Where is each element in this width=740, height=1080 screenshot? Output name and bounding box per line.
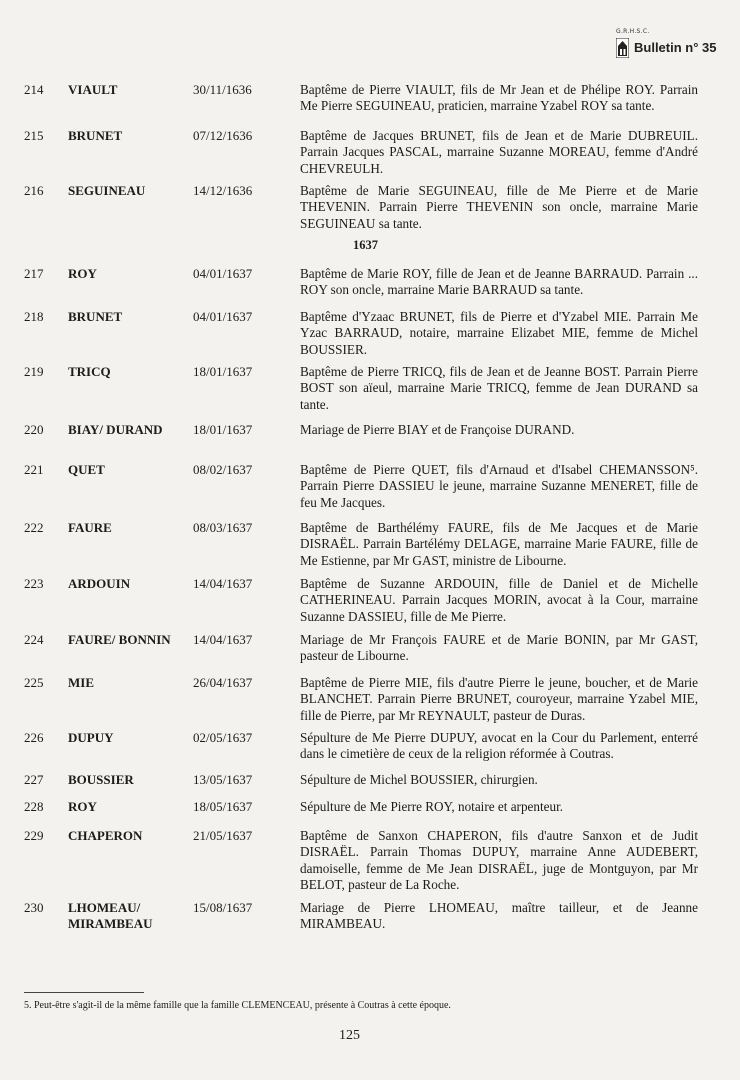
entry-surname: ROY (68, 266, 97, 281)
year-heading: 1637 (353, 238, 378, 252)
entry-description: Mariage de Pierre BIAY et de Françoise DURAND. (300, 422, 575, 437)
entry-number: 224 (24, 632, 44, 647)
entry-surname: CHAPERON (68, 828, 143, 843)
entry-surname: ARDOUIN (68, 576, 131, 591)
entry-number: 218 (24, 309, 44, 324)
entry-description: Sépulture de Me Pierre ROY, notaire et arpenteur. (300, 799, 564, 814)
entry-date: 02/05/1637 (193, 730, 253, 745)
entry-number: 227 (24, 772, 44, 787)
entry-number: 225 (24, 675, 44, 690)
entry-surname: FAURE/ BONNIN (68, 632, 171, 647)
entry-surname: LHOMEAU/ MIRAMBEAU (68, 900, 153, 931)
entry-surname: BRUNET (68, 128, 123, 143)
entry-description: Baptême d'Yzaac BRUNET, fils de Pierre et d'Yzabel MIE. Parrain Me Yzac BARRAUD, notaire, marraine Elizabet MIE, femme de Michel BOUSSIER. (300, 309, 698, 357)
footnote: 5. Peut-être s'agit-il de la même famille que la famille CLEMENCEAU, présente à Coutras à cette époque. (24, 1000, 451, 1011)
entry-date: 18/05/1637 (193, 799, 253, 814)
entry-description: Baptême de Marie ROY, fille de Jean et de Jeanne BARRAUD. Parrain ... ROY son oncle, marraine Marie BARRAUD sa tante. (300, 266, 698, 298)
entry-number: 230 (24, 900, 44, 915)
bulletin-header (613, 28, 717, 68)
entry-date: 18/01/1637 (193, 364, 253, 379)
entry-surname: FAURE (68, 520, 112, 535)
entry-surname: DUPUY (68, 730, 114, 745)
entry-number: 216 (24, 183, 44, 198)
bulletin-title: Bulletin n° 35 (634, 40, 717, 55)
entry-surname: TRICQ (68, 364, 111, 379)
entry-description: Baptême de Pierre MIE, fils d'autre Pierre le jeune, boucher, et de Marie BLANCHET. Parrain Pierre BRUNET, couroyeur, marraine Yzabel MIE, fille de Pierre, par Mr REYNAULT, pasteur de Duras. (300, 675, 698, 723)
entry-number: 221 (24, 462, 44, 477)
entry-surname: BRUNET (68, 309, 123, 324)
society-logo-icon (616, 38, 629, 58)
entry-date: 07/12/1636 (193, 128, 253, 143)
entry-surname: QUET (68, 462, 105, 477)
entry-number: 228 (24, 799, 44, 814)
entry-surname: MIE (68, 675, 94, 690)
footnote-divider (24, 992, 144, 993)
entry-number: 214 (24, 82, 44, 97)
entry-date: 13/05/1637 (193, 772, 253, 787)
entry-description: Mariage de Pierre LHOMEAU, maître tailleur, et de Jeanne MIRAMBEAU. (300, 900, 698, 932)
society-acronym: G.R.H.S.C. (616, 28, 650, 35)
entry-description: Baptême de Barthélémy FAURE, fils de Me Jacques et de Marie DISRAËL. Parrain Bartélémy DELAGE, marraine Marie FAURE, fille de Me Estienne, par Mr GAST, ministre de Libourne. (300, 520, 698, 568)
entry-number: 215 (24, 128, 44, 143)
entry-date: 21/05/1637 (193, 828, 253, 843)
entry-date: 30/11/1636 (193, 82, 252, 97)
entry-description: Baptême de Sanxon CHAPERON, fils d'autre Sanxon et de Judit DISRAËL. Parrain Thomas DUPUY, marraine Anne AUDEBERT, damoiselle, femme de Me Jean DISRAËL, juge de Montguyon, par Mr BELOT, pasteur de La Roche. (300, 828, 698, 893)
entry-number: 220 (24, 422, 44, 437)
entry-number: 217 (24, 266, 44, 281)
entry-date: 14/04/1637 (193, 632, 253, 647)
entry-number: 219 (24, 364, 44, 379)
entry-date: 15/08/1637 (193, 900, 253, 915)
entry-surname: VIAULT (68, 82, 118, 97)
entry-date: 18/01/1637 (193, 422, 253, 437)
entry-description: Baptême de Pierre TRICQ, fils de Jean et de Jeanne BOST. Parrain Pierre BOST son aïeul, marraine Marie TRICQ, femme de Jean DURAND sa tante. (300, 364, 698, 412)
page-number: 125 (339, 1028, 360, 1043)
entry-number: 222 (24, 520, 44, 535)
entry-number: 223 (24, 576, 44, 591)
entry-date: 04/01/1637 (193, 266, 253, 281)
entry-description: Baptême de Suzanne ARDOUIN, fille de Daniel et de Michelle CATHERINEAU. Parrain Jacques MORIN, avocat à la Cour, marraine Suzanne DASSIEU, fille de Me Pierre. (300, 576, 698, 624)
entry-surname: BIAY/ DURAND (68, 422, 163, 437)
entry-description: Baptême de Pierre VIAULT, fils de Mr Jean et de Phélipe ROY. Parrain Me Pierre SEGUINEAU, praticien, marraine Yzabel ROY sa tante. (300, 82, 698, 114)
entry-surname: SEGUINEAU (68, 183, 146, 198)
entry-description: Mariage de Mr François FAURE et de Marie BONIN, par Mr GAST, pasteur de Libourne. (300, 632, 698, 664)
entry-description: Sépulture de Me Pierre DUPUY, avocat en la Cour du Parlement, enterré dans le cimetière de ceux de la religion réformée à Coutras. (300, 730, 698, 762)
entry-date: 14/12/1636 (193, 183, 253, 198)
entry-date: 08/03/1637 (193, 520, 253, 535)
entry-surname: BOUSSIER (68, 772, 134, 787)
entry-description: Baptême de Jacques BRUNET, fils de Jean et de Marie DUBREUIL. Parrain Jacques PASCAL, marraine Suzanne MOREAU, femme d'André CHEVREULH. (300, 128, 698, 176)
entry-number: 226 (24, 730, 44, 745)
entry-number: 229 (24, 828, 44, 843)
entry-description: Baptême de Pierre QUET, fils d'Arnaud et d'Isabel CHEMANSSON⁵. Parrain Pierre DASSIEU le jeune, marraine Suzanne MENERET, fille de feu Me Jacques. (300, 462, 698, 510)
entry-date: 26/04/1637 (193, 675, 253, 690)
entry-date: 14/04/1637 (193, 576, 253, 591)
entry-surname: ROY (68, 799, 97, 814)
entry-date: 08/02/1637 (193, 462, 253, 477)
entry-description: Baptême de Marie SEGUINEAU, fille de Me Pierre et de Marie THEVENIN. Parrain Pierre THEVENIN son oncle, marraine Marie SEGUINEAU sa tante. (300, 183, 698, 231)
entry-date: 04/01/1637 (193, 309, 253, 324)
entry-description: Sépulture de Michel BOUSSIER, chirurgien. (300, 772, 538, 787)
